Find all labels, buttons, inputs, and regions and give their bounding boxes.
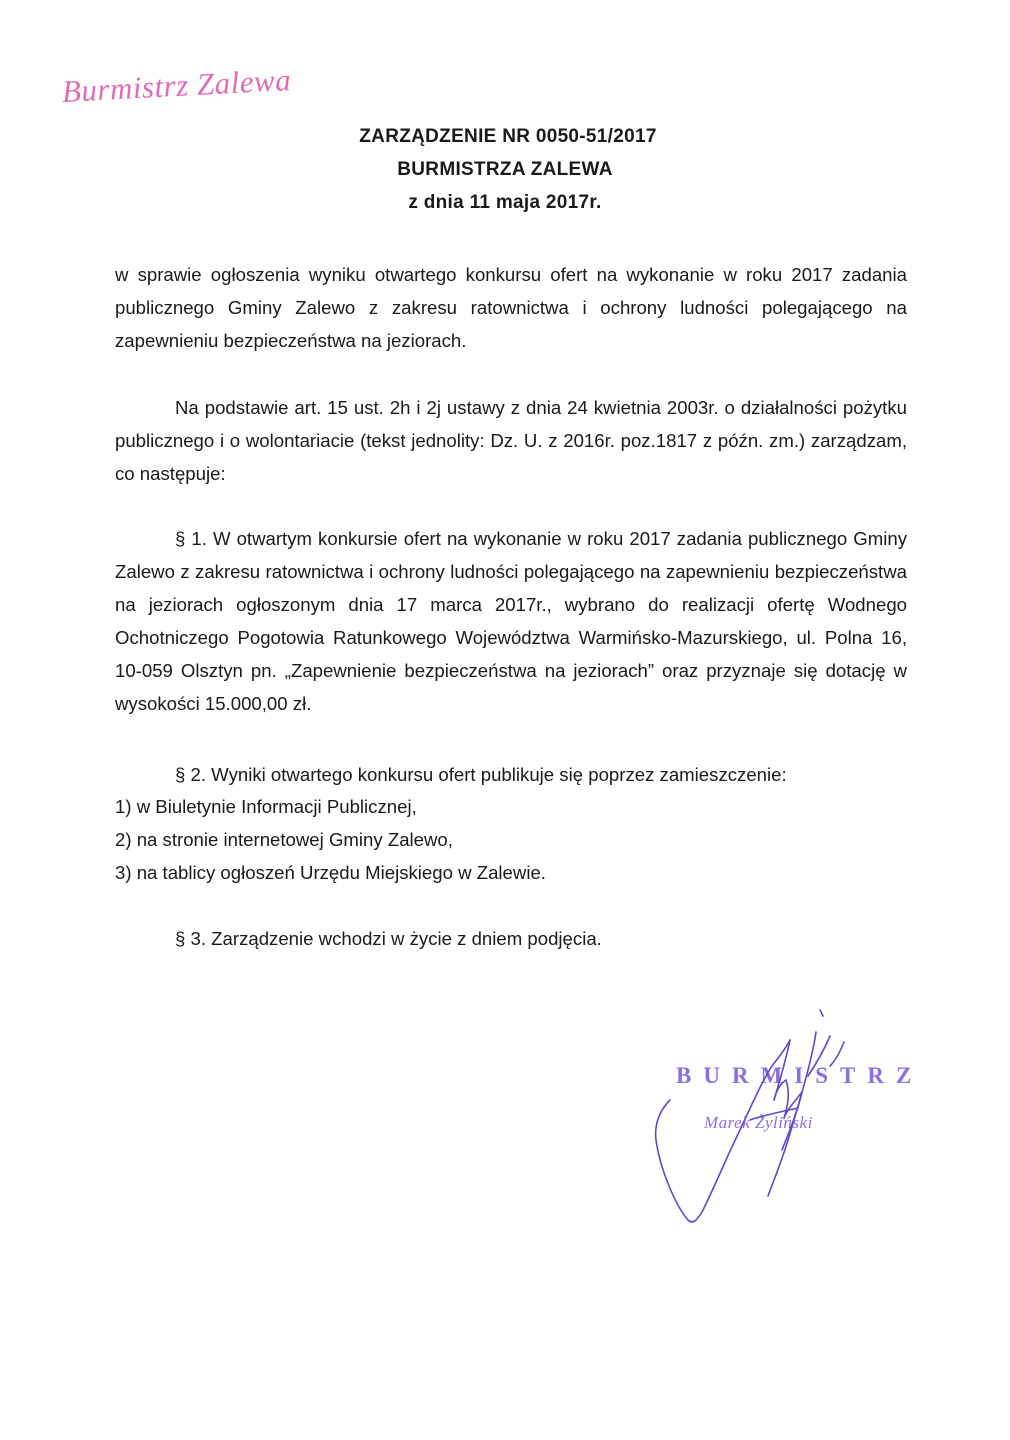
document-issuer: BURMISTRZA ZALEWA — [397, 159, 613, 180]
handwritten-signature — [640, 1000, 880, 1240]
signature-block — [640, 1000, 924, 1240]
section-3-paragraph: § 3. Zarządzenie wchodzi w życie z dniem podjęcia. — [175, 928, 602, 949]
signature-stamp-name: Marek Żyliński — [704, 1113, 813, 1132]
list-item: 1) w Biuletynie Informacji Publicznej, — [115, 796, 417, 817]
section-2-intro: § 2. Wyniki otwartego konkursu ofert publikuje się poprzez zamieszczenie: — [175, 764, 787, 785]
section-1-paragraph: § 1. W otwartym konkursie ofert na wykonanie w roku 2017 zadania publicznego Gminy Zalewo z zakresu ratownictwa i ochrony ludności polegającego na zapewnieniu bezpieczeństwa na jeziorach ogłoszonym dnia 17 marca 2017r., wybrano do realizacji ofertę Wodnego Ochotniczego Pogotowia Ratunkowego Województwa Warmińsko-Mazurskiego, ul. Polna 16, 10-059 Olsztyn pn. „Zapewnienie bezpieczeństwa na jeziorach” oraz przyznaje się dotację w wysokości 15.000,00 zł. — [115, 528, 907, 714]
subject-paragraph: w sprawie ogłoszenia wyniku otwartego konkursu ofert na wykonanie w roku 2017 zadania publicznego Gminy Zalewo z zakresu ratownictwa i ochrony ludności polegającego na zapewnieniu bezpieczeństwa na jeziorach. — [115, 264, 907, 351]
document-title: ZARZĄDZENIE NR 0050-51/2017 — [359, 126, 657, 147]
list-item: 2) na stronie internetowej Gminy Zalewo, — [115, 829, 453, 850]
signature-stamp-title: BURMISTRZ — [676, 1063, 924, 1088]
list-item: 3) na tablicy ogłoszeń Urzędu Miejskiego w Zalewie. — [115, 862, 546, 883]
document-date: z dnia 11 maja 2017r. — [408, 192, 602, 213]
legal-basis-paragraph: Na podstawie art. 15 ust. 2h i 2j ustawy z dnia 24 kwietnia 2003r. o działalności pożytku publicznego i o wolontariacie (tekst jednolity: Dz. U. z 2016r. poz.1817 z późn. zm.) zarządzam, co następuje: — [115, 397, 907, 484]
office-stamp: Burmistrz Zalewa — [61, 62, 292, 109]
